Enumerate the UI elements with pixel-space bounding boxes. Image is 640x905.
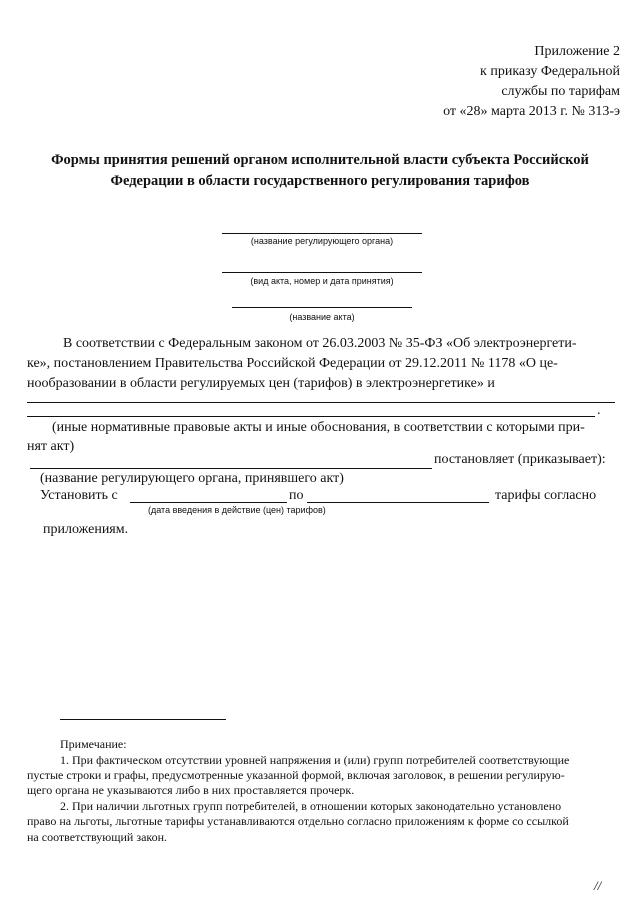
title-line-1: Формы принятия решений органом исполнительной власти субъекта Российской: [51, 152, 589, 168]
decrees-text: постановляет (приказывает):: [434, 452, 606, 467]
paragraph-line-3: нообразовании в области регулируемых цен (тарифов) в электроэнергетике» и: [27, 376, 495, 391]
act-name-blank-line: [232, 307, 412, 308]
other-acts-caption-line-2: нят акт): [27, 439, 75, 454]
regulator-blank-line: [222, 233, 422, 234]
date-from-line: [130, 502, 287, 503]
header-line-2: к приказу Федеральной: [480, 64, 620, 79]
regulator-caption: (название регулирующего органа): [250, 236, 394, 246]
act-kind-caption: (вид акта, номер и дата принятия): [250, 276, 394, 286]
act-name-caption: (название акта): [289, 312, 355, 322]
note-1-line-2: пустые строки и графы, предусмотренные указанной формой, включая заголовок, в решении регулирую-: [27, 768, 565, 782]
paragraph-line-2: ке», постановлением Правительства Российской Федерации от 29.12.2011 № 1178 «О це-: [27, 356, 558, 371]
date-caption: (дата введения в действие (цен) тарифов): [148, 505, 326, 515]
title-line-2: Федерации в области государственного регулирования тарифов: [110, 173, 530, 189]
establish-to-text: по: [289, 488, 304, 503]
fill-line-1: [27, 402, 615, 403]
header-line-3: службы по тарифам: [501, 84, 620, 99]
note-1-line-3: щего органа не указываются либо в них проставляется прочерк.: [27, 783, 355, 797]
note-2-line-1: 2. При наличии льготных групп потребителей, в отношении которых законодательно установлено: [60, 799, 562, 813]
header-line-4: от «28» марта 2013 г. № 313-э: [443, 104, 620, 119]
footnote-separator: [60, 719, 226, 720]
establish-from-text: Установить с: [40, 488, 118, 503]
other-acts-caption-line-1: (иные нормативные правовые акты и иные обоснования, в соответствии с которыми при-: [52, 420, 585, 435]
notes-heading: Примечание:: [60, 737, 127, 751]
appendices-text: приложениям.: [43, 522, 129, 537]
page-mark: //: [594, 878, 602, 893]
fill-line-2: [27, 416, 595, 417]
note-2-line-2: право на льготы, льготные тарифы устанавливаются отдельно согласно приложениям к форме со ссылкой: [27, 814, 569, 828]
note-1-line-1: 1. При фактическом отсутствии уровней напряжения и (или) групп потребителей соответствующие: [60, 753, 570, 767]
note-2-line-3: на соответствующий закон.: [27, 830, 168, 844]
date-to-line: [307, 502, 489, 503]
header-line-1: Приложение 2: [534, 44, 620, 59]
regulator-name-caption: (название регулирующего органа, принявшего акт): [40, 471, 344, 486]
establish-tariffs-text: тарифы согласно: [495, 488, 597, 503]
paragraph-line-1: В соответствии с Федеральным законом от 26.03.2003 № 35-ФЗ «Об электроэнергети-: [63, 336, 577, 351]
act-kind-blank-line: [222, 272, 422, 273]
trailing-dot: .: [597, 403, 601, 418]
regulator-fill-line: [30, 468, 432, 469]
